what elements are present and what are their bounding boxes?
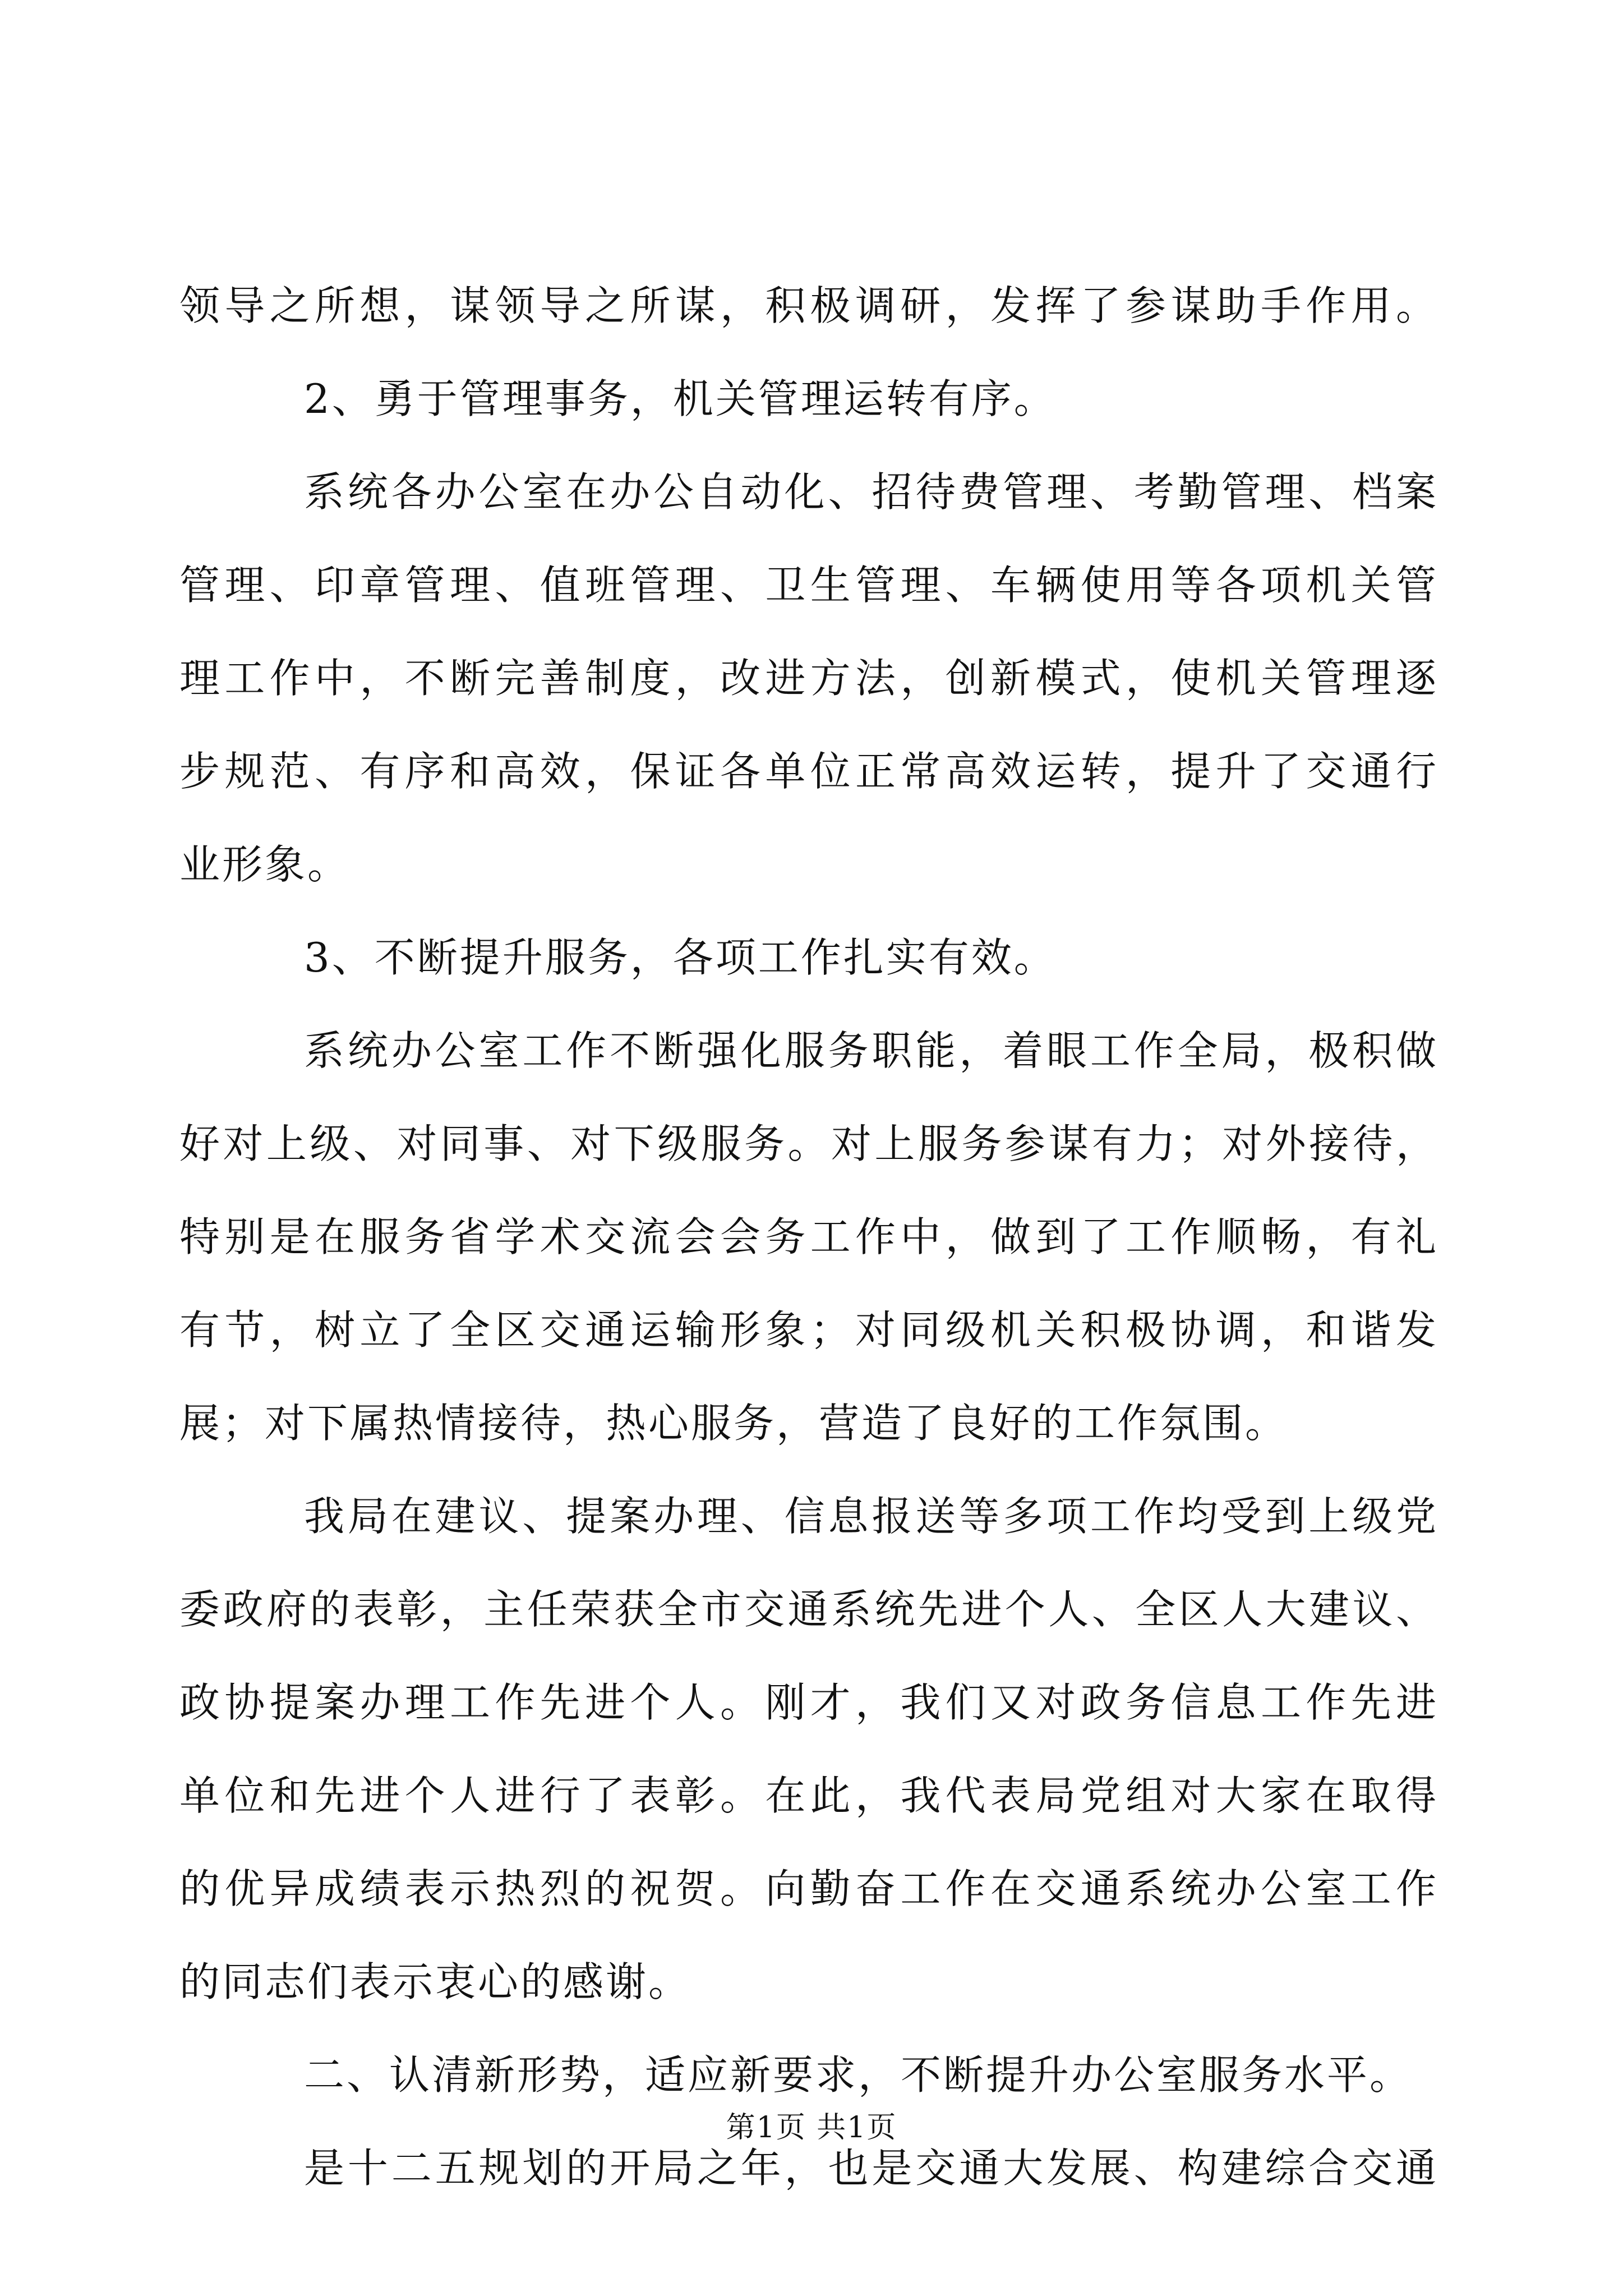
text-line: 是十二五规划的开局之年，也是交通大发展、构建综合交通 [304,2145,1438,2192]
page-number-footer: 第1页 共1页 [726,2111,897,2145]
text-line: 有节，树立了全区交通运输形象；对同级机关积极协调，和谐发 [179,1306,1438,1354]
text-line: 的优异成绩表示热烈的祝贺。向勤奋工作在交通系统办公室工作 [179,1865,1438,1912]
document-body [179,259,1438,2215]
text-line: 理工作中，不断完善制度，改进方法，创新模式，使机关管理逐 [179,655,1438,702]
section-heading: 2、勇于管理事务，机关管理运转有序。 [304,375,1057,422]
text-line: 单位和先进个人进行了表彰。在此，我代表局党组对大家在取得 [179,1772,1438,1819]
text-line: 展；对下属热情接待，热心服务，营造了良好的工作氛围。 [179,1400,1288,1447]
text-line: 特别是在服务省学术交流会会务工作中，做到了工作顺畅，有礼 [179,1213,1438,1260]
section-heading: 二、认清新形势，适应新要求，不断提升办公室服务水平。 [304,2051,1413,2099]
text-line: 好对上级、对同事、对下级服务。对上服务参谋有力；对外接待， [179,1120,1438,1167]
text-line: 步规范、有序和高效，保证各单位正常高效运转，提升了交通行 [179,748,1438,795]
text-line: 领导之所想，谋领导之所谋，积极调研，发挥了参谋助手作用。 [179,282,1438,329]
text-line: 系统办公室工作不断强化服务职能，着眼工作全局，极积做 [304,1027,1438,1074]
text-line: 系统各办公室在办公自动化、招待费管理、考勤管理、档案 [304,468,1438,516]
text-line: 我局在建议、提案办理、信息报送等多项工作均受到上级党 [304,1493,1438,1540]
text-line: 政协提案办理工作先进个人。刚才，我们又对政务信息工作先进 [179,1679,1438,1726]
text-line: 业形象。 [179,841,351,888]
text-line: 委政府的表彰，主任荣获全市交通系统先进个人、全区人大建议、 [179,1586,1438,1633]
text-line: 的同志们表示衷心的感谢。 [179,1958,691,2005]
text-line: 管理、印章管理、值班管理、卫生管理、车辆使用等各项机关管 [179,562,1438,609]
section-heading: 3、不断提升服务，各项工作扎实有效。 [304,934,1057,981]
